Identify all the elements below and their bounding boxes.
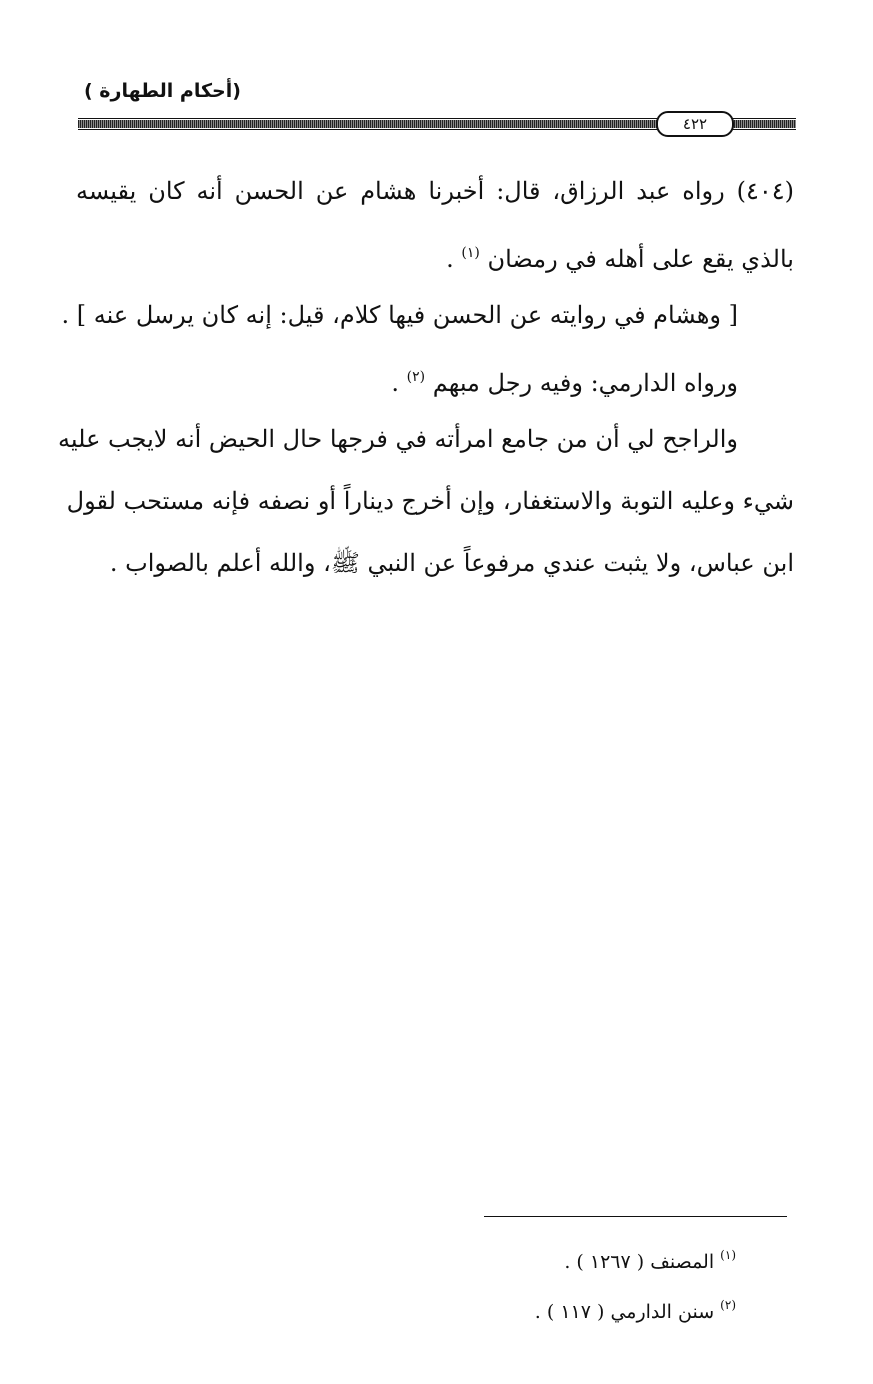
text-line-7: ابن عباس، ولا يثبت عندي مرفوعاً عن النبي ﷺ، والله أعلم بالصواب . xyxy=(109,549,794,577)
text-line-1: (٤٠٤) رواه عبد الرزاق، قال: أخبرنا هشام عن الحسن أنه كان يقيسه xyxy=(76,177,794,205)
text-line-4-end: . xyxy=(391,369,400,397)
footnote-1 xyxy=(400,1230,736,1280)
footnote-2 xyxy=(400,1280,736,1330)
text-line-5: والراجح لي أن من جامع امرأته في فرجها حال الحيض أنه لايجب عليه xyxy=(58,425,738,453)
main-text xyxy=(58,160,794,594)
page-header xyxy=(78,78,796,138)
text-line-2 xyxy=(76,222,794,284)
running-title: (أحكام الطهارة ) xyxy=(84,80,241,102)
text-line-4-content: ورواه الدارمي: وفيه رجل مبهم xyxy=(432,369,738,397)
text-line-6: شيء وعليه التوبة والاستغفار، وإن أخرج ديناراً أو نصفه فإنه مستحب لقول xyxy=(66,487,794,515)
text-line-4 xyxy=(76,346,794,408)
footnote-ref-1: (١) xyxy=(461,245,480,261)
footnote-1-text: المصنف ( ١٢٦٧ ) . xyxy=(564,1251,715,1273)
text-line-2-end: . xyxy=(446,245,454,273)
text-line-2-content: بالذي يقع على أهله في رمضان xyxy=(487,245,794,273)
footnote-1-marker: (١) xyxy=(720,1248,736,1262)
footnote-2-marker: (٢) xyxy=(720,1298,736,1312)
footnote-2-text: سنن الدارمي ( ١١٧ ) . xyxy=(534,1301,715,1323)
footnotes xyxy=(400,1230,736,1330)
footnote-ref-2: (٢) xyxy=(406,369,426,385)
footnote-separator xyxy=(484,1216,787,1217)
page-number: ٤٢٢ xyxy=(656,111,734,137)
text-line-3: [ وهشام في روايته عن الحسن فيها كلام، قيل: إنه كان يرسل عنه ] . xyxy=(61,301,738,329)
